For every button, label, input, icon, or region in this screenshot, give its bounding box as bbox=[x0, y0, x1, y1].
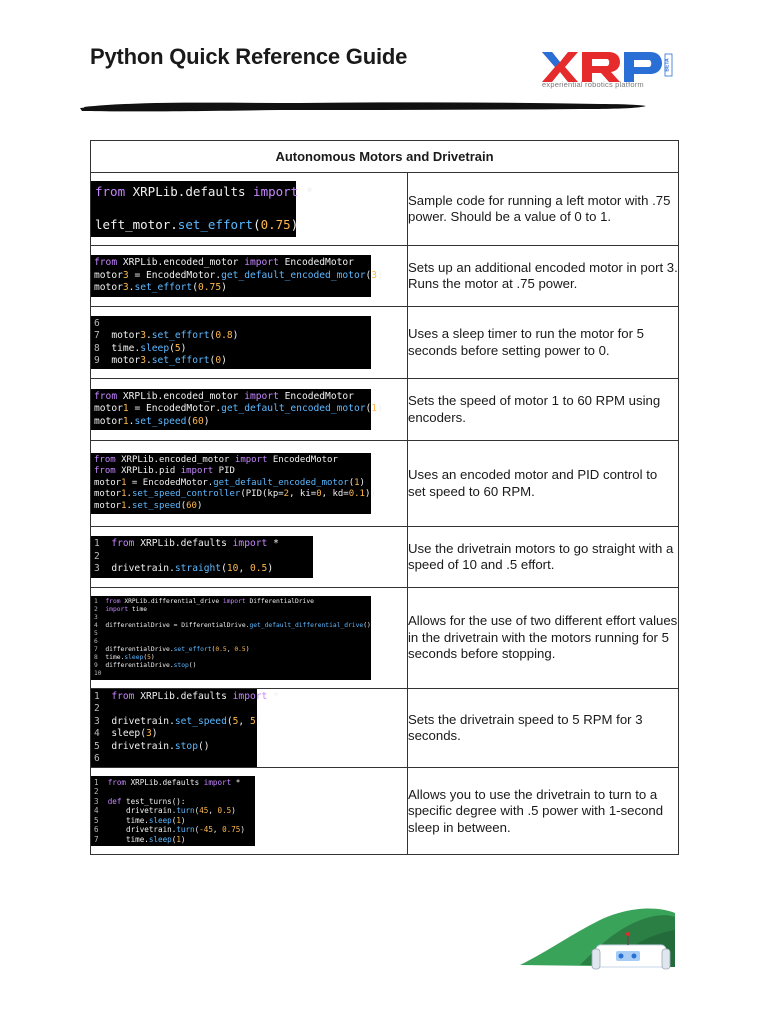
code-text: motor1 = EncodedMotor.get_default_encoded_motor(1) bbox=[94, 403, 383, 415]
line-number: 5 bbox=[94, 740, 112, 752]
line-number: 6 bbox=[94, 753, 112, 765]
line-number: 9 bbox=[94, 662, 106, 670]
code-line bbox=[94, 806, 252, 816]
brush-divider bbox=[80, 96, 650, 116]
code-line bbox=[94, 355, 368, 367]
table-row bbox=[91, 307, 679, 379]
table-row bbox=[91, 768, 679, 855]
code-line bbox=[94, 330, 368, 342]
code-text: time.sleep(5) bbox=[111, 342, 187, 354]
code-line bbox=[94, 787, 252, 797]
code-text: from XRPLib.defaults import * bbox=[95, 184, 314, 200]
description-cell: Sets the drivetrain speed to 5 RPM for 3 seconds. bbox=[408, 689, 679, 768]
code-line bbox=[94, 598, 368, 606]
code-line bbox=[94, 654, 368, 662]
line-number: 3 bbox=[94, 613, 106, 621]
line-number: 1 bbox=[94, 538, 112, 550]
line-number: 3 bbox=[94, 796, 108, 806]
line-number: 8 bbox=[94, 654, 106, 662]
code-text: differentialDrive.set_effort(0.5, 0.5) bbox=[105, 646, 250, 654]
line-number: 4 bbox=[94, 728, 112, 740]
line-number: 3 bbox=[94, 563, 112, 575]
code-text: from XRPLib.defaults import * bbox=[111, 691, 279, 702]
description-cell: Sets the speed of motor 1 to 60 RPM using encoders. bbox=[408, 379, 679, 441]
code-text: left_motor.set_effort(0.75) bbox=[95, 217, 299, 233]
code-text bbox=[105, 670, 109, 677]
description-cell: Sets up an additional encoded motor in port 3. Runs the motor at .75 power. bbox=[408, 246, 679, 307]
code-line bbox=[94, 318, 368, 330]
code-text: from XRPLib.encoded_motor import EncodedMotor bbox=[94, 390, 354, 402]
code-text: drivetrain.stop() bbox=[111, 740, 210, 752]
code-text bbox=[105, 614, 109, 621]
logo-tagline: experiential robotics platform bbox=[542, 80, 644, 89]
reference-table bbox=[90, 140, 679, 855]
code-snippet bbox=[91, 536, 313, 577]
description-cell: Allows you to use the drivetrain to turn to a specific degree with .5 power with 1-second sleep in between. bbox=[408, 768, 679, 855]
code-line bbox=[94, 403, 383, 415]
line-number: 5 bbox=[94, 629, 106, 637]
code-line bbox=[94, 630, 368, 638]
description-cell: Uses an encoded motor and PID control to set speed to 60 RPM. bbox=[408, 441, 679, 527]
code-text: drivetrain.turn(-45, 0.75) bbox=[107, 825, 245, 835]
code-line bbox=[94, 835, 252, 845]
description-cell: Use the drivetrain motors to go straight with a speed of 10 and .5 effort. bbox=[408, 527, 679, 588]
code-snippet bbox=[91, 181, 314, 237]
line-number: 2 bbox=[94, 787, 108, 797]
code-text: time.sleep(5) bbox=[105, 654, 155, 662]
line-number: 9 bbox=[94, 354, 112, 366]
line-number: 7 bbox=[94, 330, 112, 342]
code-line bbox=[94, 343, 368, 355]
code-line bbox=[94, 551, 310, 563]
line-number: 6 bbox=[94, 317, 112, 329]
code-snippet bbox=[91, 776, 255, 847]
line-number: 3 bbox=[94, 715, 112, 727]
code-line bbox=[94, 489, 376, 501]
code-cell bbox=[91, 173, 408, 246]
code-text: from XRPLib.encoded_motor import EncodedMotor bbox=[94, 257, 354, 269]
code-text: drivetrain.set_speed(5, 5) bbox=[111, 715, 262, 727]
line-number: 5 bbox=[94, 815, 108, 825]
table-row bbox=[91, 441, 679, 527]
table-row bbox=[91, 173, 679, 246]
code-text: differentialDrive = DifferentialDrive.get_default_differential_drive() bbox=[105, 621, 371, 629]
code-line bbox=[94, 606, 368, 614]
code-line bbox=[94, 416, 368, 428]
code-line bbox=[94, 282, 368, 294]
table-heading: Autonomous Motors and Drivetrain bbox=[91, 141, 679, 173]
code-text bbox=[111, 753, 117, 764]
code-text bbox=[108, 787, 113, 796]
code-cell bbox=[91, 246, 408, 307]
table-row bbox=[91, 379, 679, 441]
description-cell: Uses a sleep timer to run the motor for 5 seconds before setting power to 0. bbox=[408, 307, 679, 379]
code-line bbox=[94, 797, 252, 807]
code-line bbox=[94, 741, 254, 753]
code-text: time.sleep(1) bbox=[107, 834, 186, 844]
code-cell bbox=[91, 441, 408, 527]
code-line bbox=[94, 621, 371, 630]
logo-badge: BETA bbox=[664, 58, 671, 72]
code-line bbox=[95, 217, 299, 234]
code-line bbox=[94, 257, 368, 269]
code-text: from XRPLib.defaults import * bbox=[107, 777, 241, 787]
code-text: from XRPLib.pid import PID bbox=[94, 466, 235, 477]
line-number: 7 bbox=[94, 834, 108, 844]
line-number: 1 bbox=[94, 597, 106, 605]
code-line bbox=[94, 703, 254, 715]
code-text: motor1.set_speed_controller(PID(kp=2, ki=0, kd=0.1)) bbox=[94, 489, 376, 500]
code-snippet bbox=[91, 453, 376, 515]
code-line bbox=[94, 715, 262, 728]
code-line bbox=[94, 753, 254, 765]
line-number: 4 bbox=[94, 806, 108, 816]
code-text: motor1 = EncodedMotor.get_default_encoded_motor(1) bbox=[94, 477, 365, 488]
line-number: 2 bbox=[94, 550, 112, 562]
code-line bbox=[94, 455, 368, 467]
code-line bbox=[95, 184, 314, 201]
code-text bbox=[111, 703, 117, 714]
table-row bbox=[91, 246, 679, 307]
code-line bbox=[94, 563, 310, 575]
code-text: motor3.set_effort(0) bbox=[111, 354, 227, 366]
code-text: drivetrain.straight(10, 0.5) bbox=[111, 563, 274, 575]
code-cell bbox=[91, 307, 408, 379]
code-line bbox=[94, 478, 368, 490]
code-text: sleep(3) bbox=[111, 728, 158, 740]
code-line bbox=[94, 646, 368, 654]
code-snippet bbox=[91, 316, 371, 370]
line-number: 2 bbox=[94, 605, 106, 613]
table-row bbox=[91, 689, 679, 768]
code-text: import time bbox=[105, 605, 148, 613]
code-line bbox=[94, 538, 310, 550]
code-text bbox=[111, 551, 117, 562]
code-text: motor3 = EncodedMotor.get_default_encoded_motor(3) bbox=[94, 269, 383, 281]
line-number: 4 bbox=[94, 621, 106, 629]
code-text: from XRPLib.defaults import * bbox=[111, 538, 279, 550]
line-number: 1 bbox=[94, 691, 112, 702]
code-text: differentialDrive.stop() bbox=[105, 662, 197, 670]
code-line bbox=[95, 201, 292, 218]
code-snippet bbox=[91, 255, 383, 296]
code-text: from XRPLib.encoded_motor import EncodedMotor bbox=[94, 454, 338, 465]
code-line bbox=[94, 778, 252, 788]
code-line bbox=[94, 825, 252, 835]
table-row bbox=[91, 527, 679, 588]
code-text: motor3.set_effort(0.8) bbox=[111, 330, 239, 342]
line-number: 2 bbox=[94, 703, 112, 715]
code-line bbox=[94, 728, 254, 740]
code-snippet bbox=[91, 689, 279, 767]
code-cell bbox=[91, 379, 408, 441]
code-text: motor1.set_speed(60) bbox=[94, 500, 203, 511]
code-line bbox=[94, 662, 368, 670]
description-cell: Sample code for running a left motor with .75 power. Should be a value of 0 to 1. bbox=[408, 173, 679, 246]
code-line bbox=[94, 391, 368, 403]
code-snippet bbox=[91, 596, 371, 681]
code-text: drivetrain.turn(45, 0.5) bbox=[107, 806, 236, 816]
code-text: motor3.set_effort(0.75) bbox=[94, 282, 227, 294]
code-text: def test_turns(): bbox=[107, 796, 186, 806]
code-cell bbox=[91, 588, 408, 689]
code-text: time.sleep(1) bbox=[107, 815, 186, 825]
code-line bbox=[94, 638, 368, 646]
code-text: motor1.set_speed(60) bbox=[94, 415, 210, 427]
table-row bbox=[91, 588, 679, 689]
code-snippet bbox=[91, 389, 383, 430]
line-number: 10 bbox=[94, 670, 106, 678]
code-cell bbox=[91, 689, 408, 768]
robot-hill-illustration bbox=[520, 905, 680, 975]
code-line bbox=[94, 816, 252, 826]
line-number: 6 bbox=[94, 638, 106, 645]
code-text bbox=[111, 318, 117, 329]
code-text bbox=[105, 630, 109, 637]
code-cell bbox=[91, 527, 408, 588]
code-line bbox=[94, 670, 368, 678]
code-text bbox=[95, 201, 103, 216]
line-number: 8 bbox=[94, 342, 112, 354]
code-line bbox=[94, 691, 279, 703]
code-line bbox=[94, 501, 368, 513]
code-line bbox=[94, 614, 368, 622]
page-title: Python Quick Reference Guide bbox=[90, 44, 408, 69]
code-line bbox=[94, 269, 383, 282]
code-cell bbox=[91, 768, 408, 855]
code-line bbox=[94, 466, 368, 478]
line-number: 1 bbox=[94, 777, 108, 787]
line-number: 6 bbox=[94, 825, 108, 835]
description-cell: Allows for the use of two different effort values in the drivetrain with the motors running for 5 seconds before stopping. bbox=[408, 588, 679, 689]
code-text bbox=[105, 638, 109, 645]
line-number: 7 bbox=[94, 646, 106, 654]
code-text: from XRPLib.differential_drive import DifferentialDrive bbox=[105, 597, 314, 605]
